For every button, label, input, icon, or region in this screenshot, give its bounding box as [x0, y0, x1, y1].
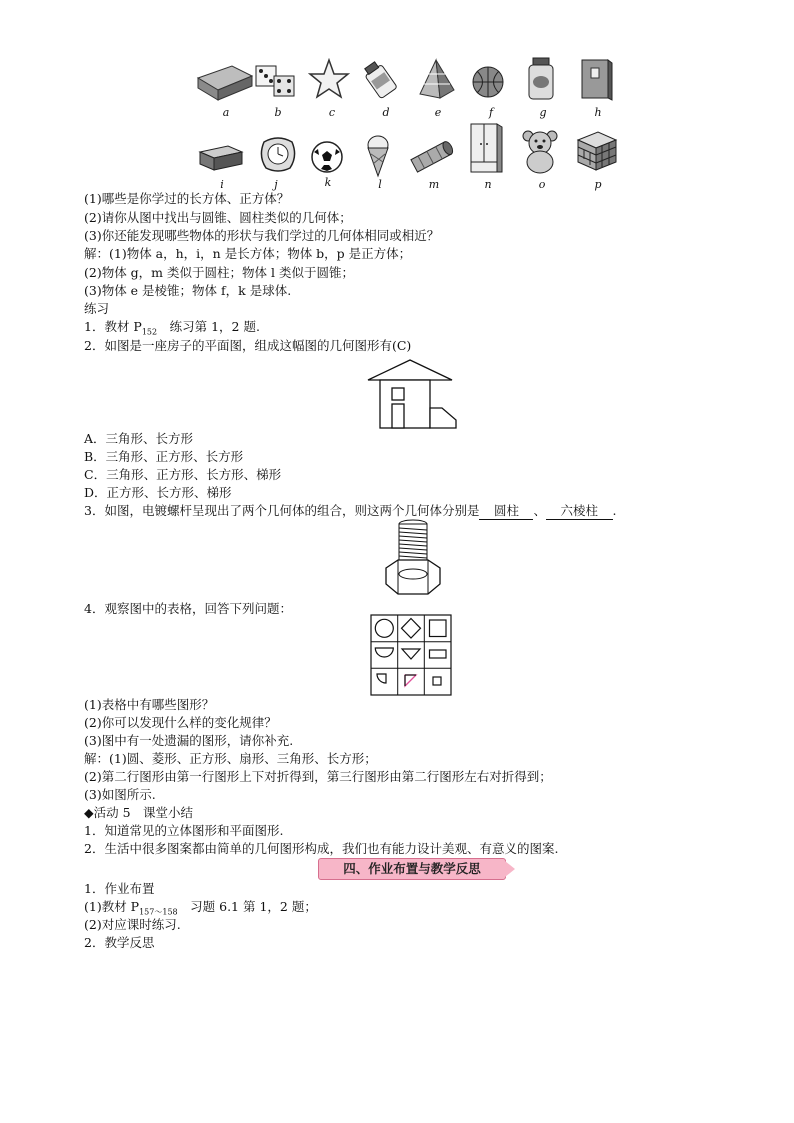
dice-figure-b: [252, 60, 300, 100]
label-d: d: [382, 106, 390, 119]
p4-answer-1: 解：(1)圆、菱形、正方形、扇形、三角形、长方形；: [84, 751, 377, 766]
question-2: (2)请你从图中找出与圆锥、圆柱类似的几何体；: [84, 210, 352, 225]
jar-figure-g: [526, 56, 556, 102]
label-c: c: [328, 106, 336, 119]
label-m: m: [428, 178, 440, 191]
option-d: D．正方形、长方形、梯形: [84, 485, 232, 500]
label-l: l: [378, 178, 382, 191]
shape-grid-table: [370, 614, 452, 696]
basketball-figure-f: [470, 64, 506, 100]
answer-2: (2)物体 g，m 类似于圆柱；物体 l 类似于圆锥；: [84, 265, 354, 280]
wardrobe-figure-n: [468, 122, 504, 174]
summary-2: 2．生活中很多图案都由简单的几何图形构成，我们也有能力设计美观、有意义的图案.: [84, 841, 559, 856]
pyramid-figure-e: [416, 58, 458, 100]
house-figure: [362, 358, 462, 430]
p4-question-1: (1)表格中有哪些图形？: [84, 697, 215, 712]
question-3: (3)你还能发现哪些物体的形状与我们学过的几何体相同或相近？: [84, 228, 440, 243]
answer-3: (3)物体 e 是棱锥；物体 f，k 是球体.: [84, 283, 292, 298]
soccer-ball-figure-k: [310, 140, 344, 174]
homework-heading: 1．作业布置: [84, 881, 155, 896]
activity-5-heading: ◆活动 5 课堂小结: [84, 805, 194, 820]
section-4-banner: 四、作业布置与教学反思: [318, 858, 506, 880]
p4-answer-3: (3)如图所示.: [84, 787, 156, 802]
star-figure-c: [308, 58, 350, 100]
answer-blank-1: 圆柱: [481, 503, 532, 518]
label-k: k: [324, 176, 332, 189]
label-j: j: [274, 178, 278, 191]
label-o: o: [538, 178, 546, 191]
teddy-bear-figure-o: [518, 128, 562, 174]
p4-answer-2: (2)第二行图形由第一行图形上下对折得到，第三行图形由第二行图形左右对折得到；: [84, 769, 552, 784]
box-figure-a: [196, 62, 254, 104]
label-h: h: [594, 106, 602, 119]
label-i: i: [220, 178, 224, 191]
plaque-figure-h: [578, 56, 614, 102]
label-g: g: [539, 106, 547, 119]
label-n: n: [484, 178, 492, 191]
matchbox-figure-i: [198, 142, 244, 172]
label-e: e: [434, 106, 442, 119]
glue-figure-d: [358, 58, 402, 102]
label-f: f: [488, 106, 494, 119]
p4-question-3: (3)图中有一处遗漏的图形，请你补充.: [84, 733, 294, 748]
summary-1: 1．知道常见的立体图形和平面图形.: [84, 823, 284, 838]
question-1: (1)哪些是你学过的长方体、正方体？: [84, 191, 290, 206]
option-c: C．三角形、正方形、长方形、梯形: [84, 467, 282, 482]
rubiks-cube-figure-p: [574, 128, 620, 174]
practice-heading: 练习: [84, 301, 110, 316]
rolled-mat-figure-m: [406, 140, 456, 174]
answer-1: 解：(1)物体 a，h，i，n 是长方体；物体 b，p 是正方体；: [84, 246, 412, 261]
page-range-subscript: 157～158: [139, 907, 178, 917]
homework-item-1: (1)教材 $P_{157\sim 158}$ 习题 6.1 第 1，2 题；: [84, 899, 317, 917]
option-a: A．三角形、长方形: [84, 431, 194, 446]
icecream-figure-l: [364, 134, 392, 178]
practice-4: 4．观察图中的表格，回答下列问题：: [84, 601, 292, 616]
answer-blank-2: 六棱柱: [548, 503, 611, 518]
label-p: p: [594, 178, 602, 191]
p4-question-2: (2)你可以发现什么样的变化规律？: [84, 715, 277, 730]
homework-item-2: (2)对应课时练习.: [84, 917, 181, 932]
practice-1: 1．教材 $P_{152}$ 练习第 1，2 题.: [84, 319, 260, 337]
practice-3: 3．如图，电镀螺杆呈现出了两个几何体的组合，则这两个几何体分别是 圆柱 、 六棱柱 .: [84, 503, 617, 518]
page-subscript: 152: [141, 327, 158, 337]
bolt-figure: [380, 518, 446, 598]
label-b: b: [274, 106, 282, 119]
option-b: B．三角形、正方形、长方形: [84, 449, 244, 464]
practice-2: 2．如图是一座房子的平面图，组成这幅图的几何图形有(C): [84, 338, 412, 353]
clock-figure-j: [258, 134, 298, 174]
reflection-heading: 2．教学反思: [84, 935, 155, 950]
label-a: a: [222, 106, 230, 119]
